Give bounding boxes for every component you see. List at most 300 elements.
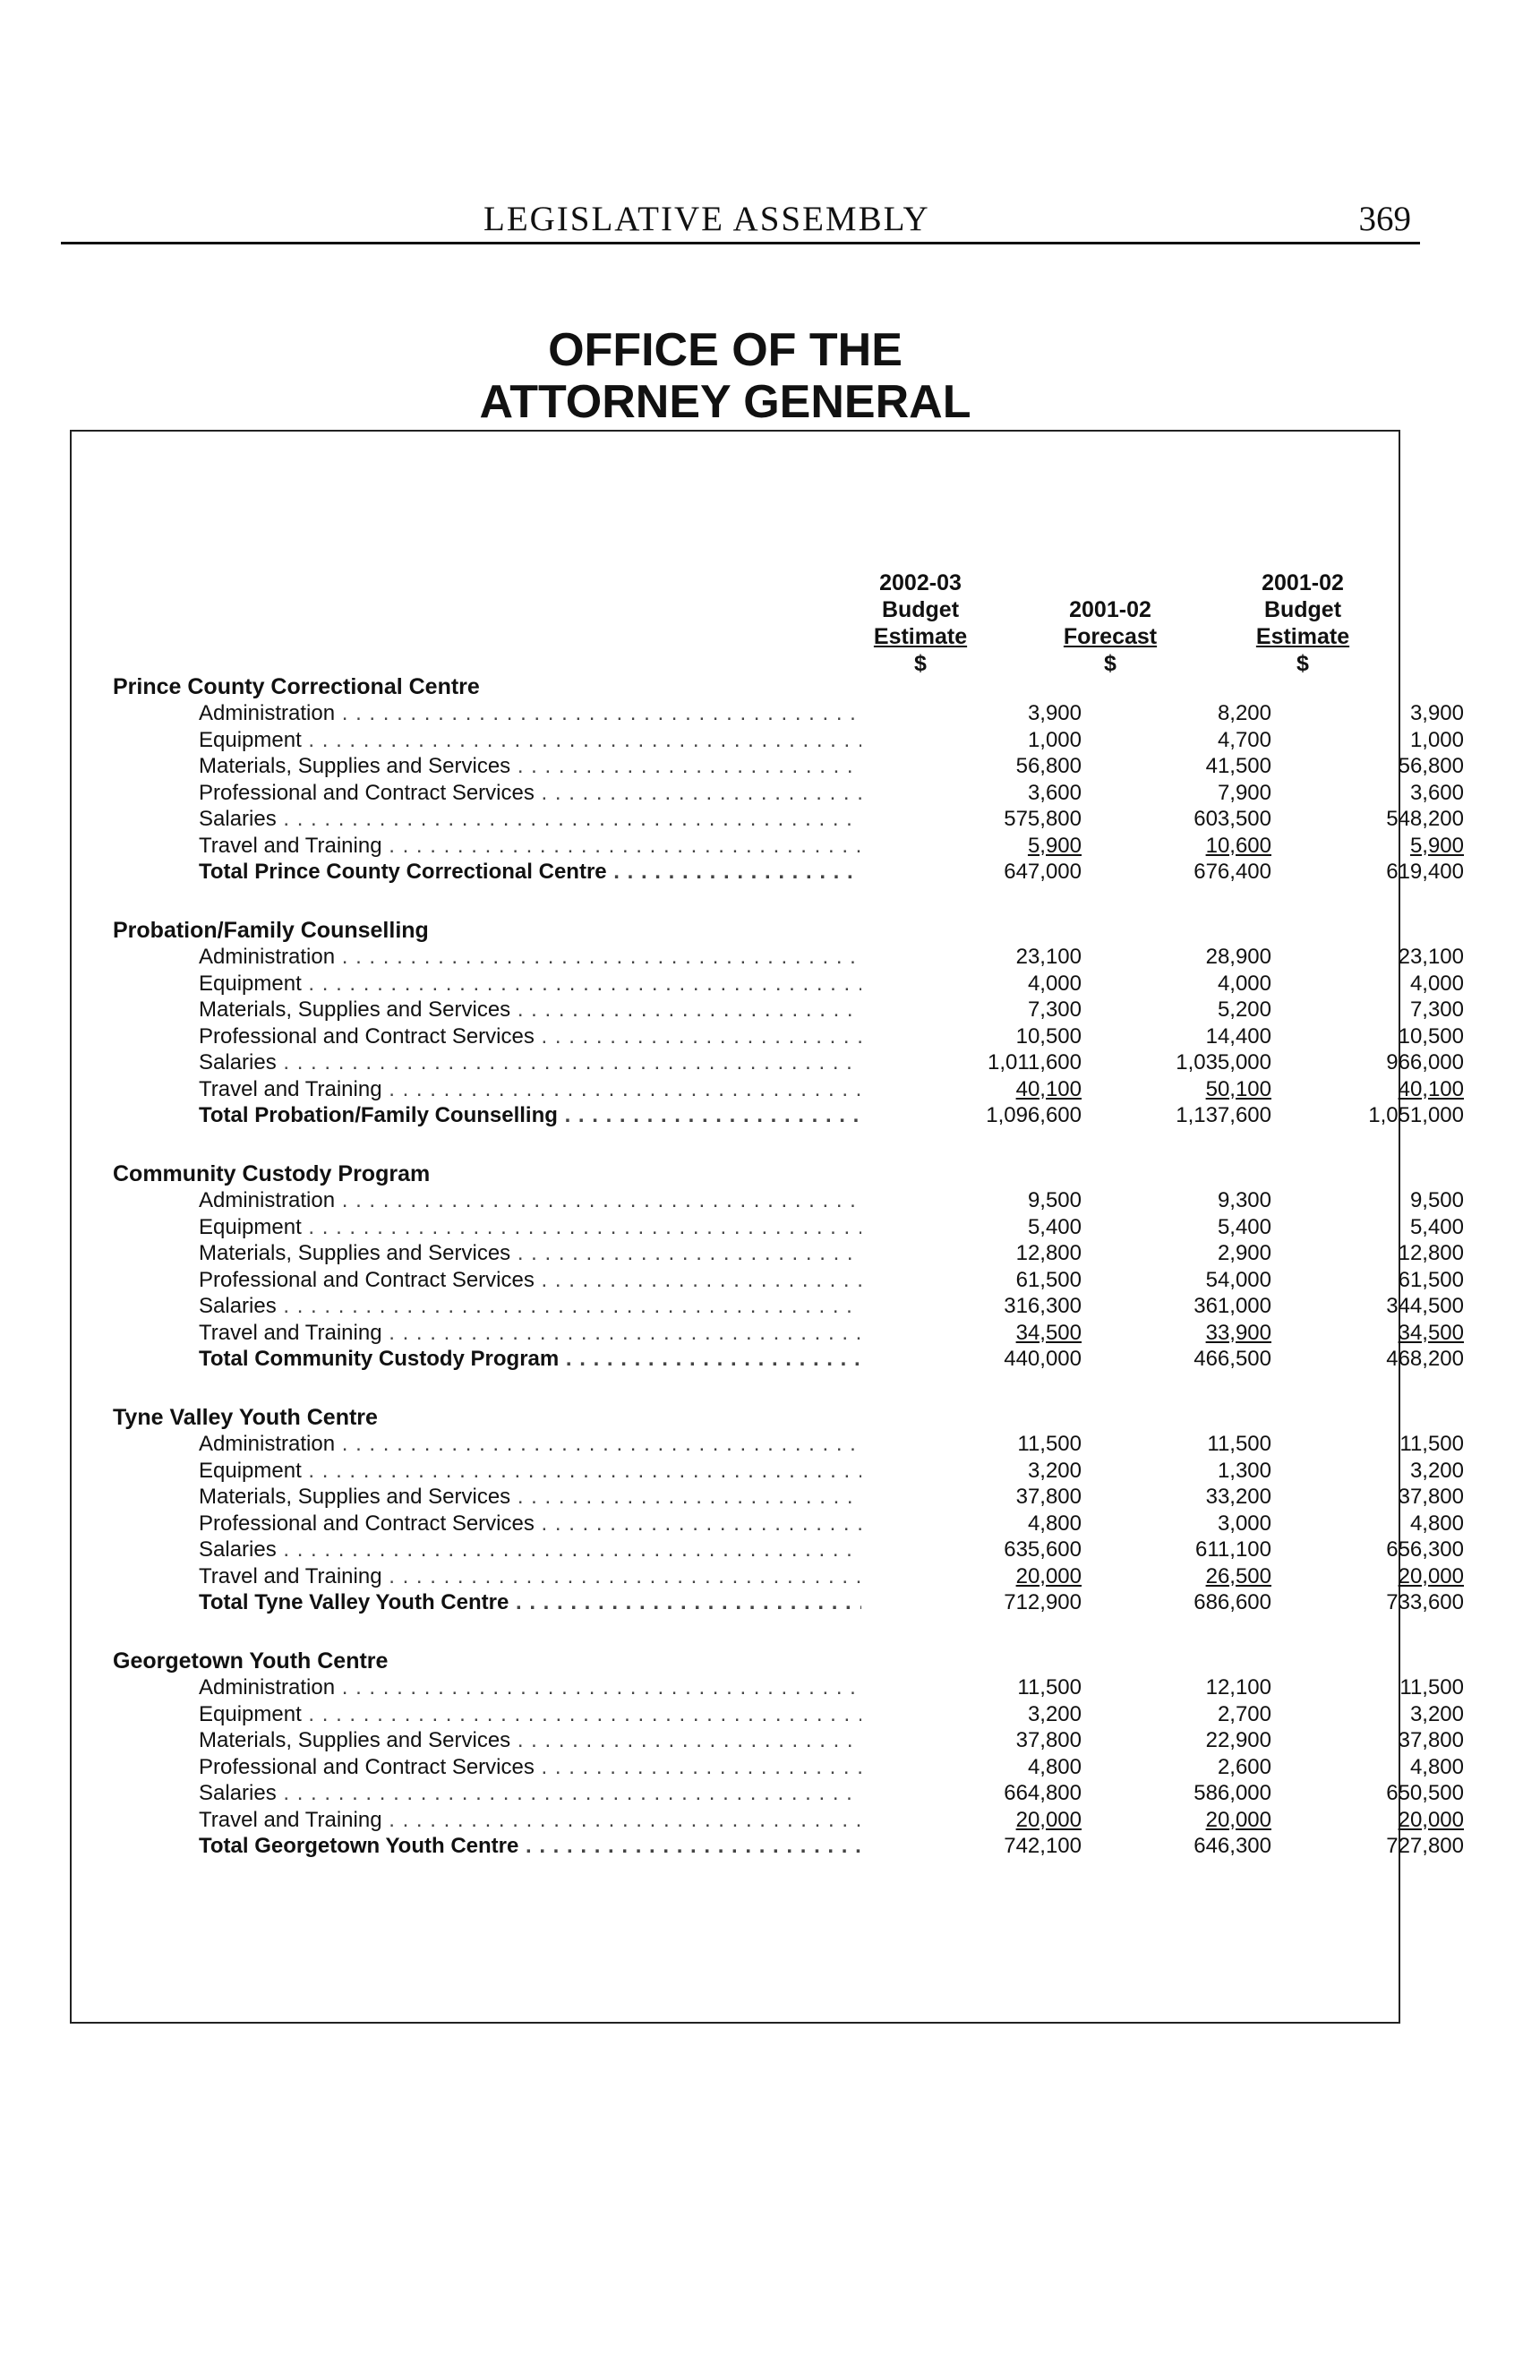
- row-label: Administration . . .: [199, 1674, 861, 1701]
- column-header-line: Budget: [881, 597, 960, 622]
- document-title-line: ATTORNEY GENERAL: [479, 376, 971, 428]
- table-row: [199, 1240, 1464, 1267]
- value-cell: [938, 1320, 1082, 1347]
- row-value: 650,500: [1386, 1781, 1464, 1805]
- table-row: [199, 1049, 1464, 1076]
- table-row: [199, 1187, 1464, 1214]
- row-value: 9,300: [1217, 1188, 1271, 1212]
- row-label: Materials, Supplies and Services . . .: [199, 1727, 861, 1754]
- value-cell: [938, 1267, 1082, 1294]
- value-cell: [1321, 780, 1464, 807]
- value-cell: [938, 859, 1082, 886]
- table-row: [199, 1267, 1464, 1294]
- column-header-2001-02-budget: [1204, 569, 1401, 677]
- row-label: Travel and Training . . .: [199, 1320, 861, 1347]
- row-value: 1,137,600: [1176, 1103, 1271, 1127]
- value-cell: [1128, 1458, 1271, 1485]
- column-header-2001-02-forecast: [1012, 569, 1209, 677]
- value-cell: [1128, 1187, 1271, 1214]
- table-row: [199, 1674, 1464, 1701]
- row-value: 647,000: [1004, 860, 1082, 884]
- column-unit: $: [1296, 651, 1309, 676]
- row-value: 28,900: [1205, 945, 1271, 969]
- value-cell: [1128, 1780, 1271, 1807]
- column-header-line: Estimate: [873, 624, 968, 649]
- row-value: 12,800: [1015, 1241, 1082, 1265]
- table-row: [199, 1214, 1464, 1241]
- value-cell: [938, 971, 1082, 997]
- row-label: Professional and Contract Services . . .: [199, 780, 861, 807]
- row-value: 646,300: [1194, 1834, 1271, 1858]
- row-value: 37,800: [1398, 1728, 1464, 1752]
- value-cell: [938, 753, 1082, 780]
- row-value: 4,800: [1027, 1754, 1082, 1779]
- total-row: [199, 1346, 1464, 1373]
- row-value: 3,900: [1409, 701, 1464, 725]
- value-cell: [938, 1076, 1082, 1103]
- row-value: 676,400: [1194, 860, 1271, 884]
- value-cell: [938, 1023, 1082, 1050]
- value-cell: [938, 1293, 1082, 1320]
- value-cell: [1321, 1833, 1464, 1860]
- row-value: 3,000: [1217, 1511, 1271, 1536]
- value-cell: [938, 700, 1082, 727]
- value-cell: [1128, 1102, 1271, 1129]
- section-title: Georgetown Youth Centre: [113, 1648, 389, 1674]
- header-title: LEGISLATIVE ASSEMBLY: [483, 200, 930, 238]
- row-value: 12,800: [1398, 1241, 1464, 1265]
- row-label: Travel and Training . . .: [199, 1076, 861, 1103]
- value-cell: [1321, 1214, 1464, 1241]
- row-value: 4,800: [1409, 1511, 1464, 1536]
- row-value: 50,100: [1205, 1076, 1271, 1101]
- section-title: Tyne Valley Youth Centre: [113, 1405, 378, 1430]
- row-value: 7,300: [1409, 997, 1464, 1022]
- column-header-line: 2002-03: [879, 570, 962, 595]
- row-value: 586,000: [1194, 1781, 1271, 1805]
- value-cell: [938, 1780, 1082, 1807]
- row-value: 664,800: [1004, 1781, 1082, 1805]
- row-label: Total Tyne Valley Youth Centre . . .: [199, 1589, 861, 1616]
- value-cell: [938, 1537, 1082, 1563]
- row-value: 26,500: [1205, 1563, 1271, 1588]
- value-cell: [1321, 1807, 1464, 1834]
- row-value: 3,200: [1027, 1458, 1082, 1483]
- value-cell: [1128, 1833, 1271, 1860]
- section-title: Prince County Correctional Centre: [113, 674, 480, 699]
- row-value: 9,500: [1027, 1188, 1082, 1212]
- row-label: Materials, Supplies and Services . . .: [199, 753, 861, 780]
- value-cell: [1321, 1346, 1464, 1373]
- table-row: [199, 806, 1464, 833]
- value-cell: [1321, 1240, 1464, 1267]
- row-value: 33,900: [1205, 1320, 1271, 1345]
- value-cell: [1128, 1484, 1271, 1511]
- value-cell: [1128, 1701, 1271, 1728]
- row-value: 40,100: [1015, 1076, 1082, 1101]
- row-value: 5,900: [1409, 833, 1464, 858]
- value-cell: [1128, 1563, 1271, 1590]
- section-title: Community Custody Program: [113, 1161, 431, 1186]
- row-label: Total Georgetown Youth Centre . . .: [199, 1833, 861, 1860]
- row-label: Materials, Supplies and Services . . .: [199, 1484, 861, 1511]
- value-cell: [938, 1674, 1082, 1701]
- table-row: [199, 1023, 1464, 1050]
- total-row: [199, 1589, 1464, 1616]
- value-cell: [1321, 1076, 1464, 1103]
- row-value: 361,000: [1194, 1294, 1271, 1318]
- value-cell: [1128, 780, 1271, 807]
- row-value: 5,200: [1217, 997, 1271, 1022]
- column-header-line: 2001-02: [1069, 597, 1151, 622]
- value-cell: [1128, 971, 1271, 997]
- row-label: Administration . . .: [199, 1187, 861, 1214]
- row-value: 742,100: [1004, 1834, 1082, 1858]
- row-label: Equipment . . .: [199, 971, 861, 997]
- row-value: 9,500: [1409, 1188, 1464, 1212]
- value-cell: [1321, 1727, 1464, 1754]
- row-value: 12,100: [1205, 1675, 1271, 1699]
- value-cell: [938, 1431, 1082, 1458]
- row-value: 727,800: [1386, 1834, 1464, 1858]
- value-cell: [1321, 1589, 1464, 1616]
- value-cell: [938, 1214, 1082, 1241]
- row-value: 966,000: [1386, 1050, 1464, 1074]
- row-label: Equipment . . .: [199, 727, 861, 754]
- row-value: 5,400: [1027, 1214, 1082, 1239]
- value-cell: [1321, 1754, 1464, 1781]
- header-rule: [61, 242, 1420, 244]
- value-cell: [938, 1833, 1082, 1860]
- row-value: 56,800: [1015, 754, 1082, 778]
- row-value: 575,800: [1004, 807, 1082, 831]
- row-value: 20,000: [1015, 1563, 1082, 1588]
- row-label: Salaries . . .: [199, 1049, 861, 1076]
- row-label: Equipment . . .: [199, 1458, 861, 1485]
- value-cell: [1128, 1267, 1271, 1294]
- row-value: 4,000: [1409, 971, 1464, 996]
- column-header-line: [1012, 569, 1209, 596]
- table-row: [199, 1537, 1464, 1563]
- value-cell: [1128, 1023, 1271, 1050]
- row-value: 344,500: [1386, 1294, 1464, 1318]
- row-label: Professional and Contract Services . . .: [199, 1267, 861, 1294]
- row-value: 23,100: [1398, 945, 1464, 969]
- value-cell: [1321, 1701, 1464, 1728]
- value-cell: [1128, 1674, 1271, 1701]
- table-row: [199, 944, 1464, 971]
- row-value: 10,500: [1015, 1023, 1082, 1049]
- value-cell: [938, 1807, 1082, 1834]
- row-label: Salaries . . .: [199, 806, 861, 833]
- table-row: [199, 1807, 1464, 1834]
- row-value: 1,000: [1027, 727, 1082, 752]
- row-value: 4,800: [1027, 1511, 1082, 1536]
- row-value: 11,500: [1017, 1432, 1082, 1456]
- value-cell: [938, 1049, 1082, 1076]
- value-cell: [1321, 1780, 1464, 1807]
- table-row: [199, 780, 1464, 807]
- value-cell: [1128, 1754, 1271, 1781]
- value-cell: [1128, 753, 1271, 780]
- row-label: Salaries . . .: [199, 1780, 861, 1807]
- value-cell: [1128, 1537, 1271, 1563]
- value-cell: [1321, 727, 1464, 754]
- row-value: 56,800: [1398, 754, 1464, 778]
- row-value: 34,500: [1398, 1320, 1464, 1345]
- value-cell: [938, 1563, 1082, 1590]
- value-cell: [938, 1346, 1082, 1373]
- row-value: 4,000: [1027, 971, 1082, 996]
- table-row: [199, 753, 1464, 780]
- value-cell: [1128, 1076, 1271, 1103]
- value-cell: [1128, 1049, 1271, 1076]
- column-unit: $: [914, 651, 927, 676]
- row-value: 20,000: [1398, 1807, 1464, 1832]
- row-value: 37,800: [1015, 1728, 1082, 1752]
- row-value: 1,051,000: [1368, 1103, 1464, 1127]
- row-label: Salaries . . .: [199, 1293, 861, 1320]
- value-cell: [1128, 833, 1271, 860]
- value-cell: [1128, 944, 1271, 971]
- value-cell: [1128, 997, 1271, 1023]
- value-cell: [1321, 1267, 1464, 1294]
- value-cell: [1321, 1049, 1464, 1076]
- value-cell: [1128, 700, 1271, 727]
- row-value: 656,300: [1386, 1537, 1464, 1562]
- value-cell: [1321, 859, 1464, 886]
- row-label: Travel and Training . . .: [199, 1563, 861, 1590]
- row-label: Administration . . .: [199, 700, 861, 727]
- row-value: 10,600: [1205, 833, 1271, 858]
- value-cell: [1321, 1511, 1464, 1537]
- row-value: 2,600: [1217, 1754, 1271, 1779]
- value-cell: [1321, 700, 1464, 727]
- column-header-2002-03-budget: [822, 569, 1019, 677]
- value-cell: [1321, 1187, 1464, 1214]
- table-row: [199, 1563, 1464, 1590]
- row-value: 40,100: [1398, 1076, 1464, 1101]
- value-cell: [1128, 806, 1271, 833]
- row-label: Equipment . . .: [199, 1214, 861, 1241]
- row-value: 7,300: [1027, 997, 1082, 1022]
- row-value: 1,011,600: [988, 1050, 1082, 1074]
- total-row: [199, 859, 1464, 886]
- value-cell: [1128, 1320, 1271, 1347]
- row-value: 14,400: [1205, 1023, 1271, 1049]
- row-value: 3,600: [1409, 780, 1464, 805]
- value-cell: [1321, 944, 1464, 971]
- row-value: 686,600: [1194, 1590, 1271, 1614]
- row-label: Materials, Supplies and Services . . .: [199, 1240, 861, 1267]
- value-cell: [938, 1754, 1082, 1781]
- value-cell: [1128, 1589, 1271, 1616]
- row-label: Travel and Training . . .: [199, 833, 861, 860]
- value-cell: [938, 1484, 1082, 1511]
- row-value: 2,700: [1217, 1701, 1271, 1726]
- row-label: Equipment . . .: [199, 1701, 861, 1728]
- value-cell: [1321, 1320, 1464, 1347]
- row-value: 3,600: [1027, 780, 1082, 805]
- row-value: 20,000: [1205, 1807, 1271, 1832]
- row-label: Salaries . . .: [199, 1537, 861, 1563]
- row-value: 20,000: [1015, 1807, 1082, 1832]
- value-cell: [938, 1701, 1082, 1728]
- row-value: 548,200: [1386, 807, 1464, 831]
- value-cell: [1321, 833, 1464, 860]
- row-value: 41,500: [1205, 754, 1271, 778]
- value-cell: [938, 1187, 1082, 1214]
- row-value: 4,800: [1409, 1754, 1464, 1779]
- table-row: [199, 1511, 1464, 1537]
- value-cell: [1128, 1293, 1271, 1320]
- row-value: 466,500: [1194, 1347, 1271, 1371]
- table-row: [199, 727, 1464, 754]
- table-row: [199, 971, 1464, 997]
- table-row: [199, 1076, 1464, 1103]
- value-cell: [1321, 1484, 1464, 1511]
- value-cell: [1321, 1293, 1464, 1320]
- row-value: 33,200: [1205, 1485, 1271, 1509]
- value-cell: [938, 1458, 1082, 1485]
- row-value: 5,900: [1027, 833, 1082, 858]
- row-value: 603,500: [1194, 807, 1271, 831]
- value-cell: [1128, 1346, 1271, 1373]
- table-row: [199, 700, 1464, 727]
- value-cell: [938, 1511, 1082, 1537]
- row-value: 635,600: [1004, 1537, 1082, 1562]
- row-value: 1,300: [1217, 1458, 1271, 1483]
- value-cell: [1321, 971, 1464, 997]
- column-header-line: Estimate: [1255, 624, 1350, 649]
- column-header-line: 2001-02: [1262, 570, 1344, 595]
- row-label: Professional and Contract Services . . .: [199, 1754, 861, 1781]
- value-cell: [1321, 1563, 1464, 1590]
- row-value: 20,000: [1398, 1563, 1464, 1588]
- row-value: 440,000: [1004, 1347, 1082, 1371]
- row-value: 10,500: [1398, 1023, 1464, 1049]
- value-cell: [938, 806, 1082, 833]
- row-value: 611,100: [1195, 1537, 1271, 1562]
- table-row: [199, 1484, 1464, 1511]
- row-label: Total Community Custody Program . . .: [199, 1346, 861, 1373]
- row-value: 54,000: [1205, 1267, 1271, 1292]
- row-value: 1,000: [1409, 727, 1464, 752]
- value-cell: [1321, 806, 1464, 833]
- value-cell: [1128, 1727, 1271, 1754]
- row-label: Administration . . .: [199, 1431, 861, 1458]
- table-row: [199, 1780, 1464, 1807]
- table-row: [199, 1293, 1464, 1320]
- row-value: 4,700: [1217, 727, 1271, 752]
- row-value: 37,800: [1398, 1485, 1464, 1509]
- total-row: [199, 1102, 1464, 1129]
- row-value: 8,200: [1217, 701, 1271, 725]
- row-value: 22,900: [1205, 1728, 1271, 1752]
- value-cell: [1321, 997, 1464, 1023]
- row-value: 3,200: [1027, 1701, 1082, 1726]
- value-cell: [938, 997, 1082, 1023]
- row-label: Total Probation/Family Counselling . . .: [199, 1102, 861, 1129]
- value-cell: [1321, 1431, 1464, 1458]
- document-title-line: OFFICE OF THE: [548, 324, 903, 376]
- value-cell: [1321, 1458, 1464, 1485]
- column-header-line: Forecast: [1063, 624, 1158, 649]
- value-cell: [938, 833, 1082, 860]
- value-cell: [1321, 753, 1464, 780]
- row-value: 468,200: [1386, 1347, 1464, 1371]
- value-cell: [1128, 1214, 1271, 1241]
- table-row: [199, 1701, 1464, 1728]
- value-cell: [1321, 1674, 1464, 1701]
- row-value: 316,300: [1004, 1294, 1082, 1318]
- row-value: 5,400: [1409, 1214, 1464, 1239]
- row-value: 7,900: [1217, 780, 1271, 805]
- row-value: 11,500: [1017, 1675, 1082, 1699]
- value-cell: [938, 1102, 1082, 1129]
- value-cell: [1321, 1537, 1464, 1563]
- value-cell: [938, 727, 1082, 754]
- row-label: Professional and Contract Services . . .: [199, 1511, 861, 1537]
- table-row: [199, 1458, 1464, 1485]
- value-cell: [1321, 1023, 1464, 1050]
- total-row: [199, 1833, 1464, 1860]
- row-value: 61,500: [1015, 1267, 1082, 1292]
- value-cell: [938, 1589, 1082, 1616]
- column-header-line: Budget: [1263, 597, 1342, 622]
- row-value: 2,900: [1217, 1241, 1271, 1265]
- value-cell: [1128, 859, 1271, 886]
- value-cell: [1128, 1807, 1271, 1834]
- row-value: 61,500: [1398, 1267, 1464, 1292]
- value-cell: [1128, 1240, 1271, 1267]
- row-label: Travel and Training . . .: [199, 1807, 861, 1834]
- row-value: 34,500: [1015, 1320, 1082, 1345]
- row-value: 4,000: [1217, 971, 1271, 996]
- table-row: [199, 1320, 1464, 1347]
- row-value: 733,600: [1386, 1590, 1464, 1614]
- row-value: 1,035,000: [1176, 1050, 1271, 1074]
- table-row: [199, 1727, 1464, 1754]
- row-value: 11,500: [1399, 1432, 1464, 1456]
- row-value: 11,500: [1399, 1675, 1464, 1699]
- table-row: [199, 1431, 1464, 1458]
- document-title: [412, 324, 1039, 428]
- table-row: [199, 833, 1464, 860]
- row-label: Professional and Contract Services . . .: [199, 1023, 861, 1050]
- row-label: Administration . . .: [199, 944, 861, 971]
- column-unit: $: [1104, 651, 1116, 676]
- row-value: 3,900: [1027, 701, 1082, 725]
- row-label: Materials, Supplies and Services . . .: [199, 997, 861, 1023]
- row-value: 1,096,600: [986, 1103, 1082, 1127]
- value-cell: [1321, 1102, 1464, 1129]
- table-row: [199, 997, 1464, 1023]
- value-cell: [938, 780, 1082, 807]
- section-title: Probation/Family Counselling: [113, 918, 429, 943]
- value-cell: [1128, 727, 1271, 754]
- row-label: Total Prince County Correctional Centre . . .: [199, 859, 861, 886]
- row-value: 23,100: [1015, 945, 1082, 969]
- table-row: [199, 1754, 1464, 1781]
- row-value: 3,200: [1409, 1458, 1464, 1483]
- value-cell: [938, 1727, 1082, 1754]
- row-value: 619,400: [1386, 860, 1464, 884]
- row-value: 11,500: [1207, 1432, 1271, 1456]
- value-cell: [1128, 1431, 1271, 1458]
- row-value: 712,900: [1004, 1590, 1082, 1614]
- row-value: 5,400: [1217, 1214, 1271, 1239]
